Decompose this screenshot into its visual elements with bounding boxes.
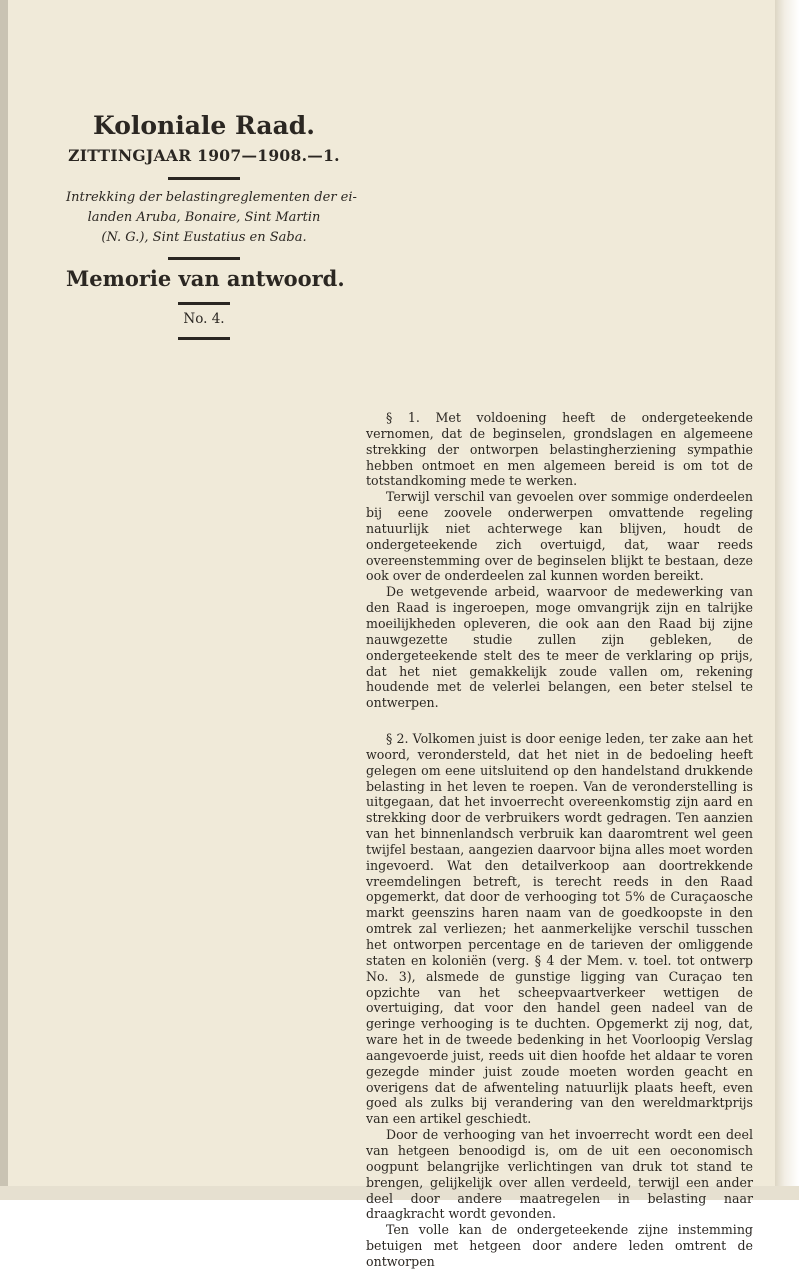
document-body xyxy=(366,410,753,1270)
document-type: Memorie van antwoord. xyxy=(66,266,345,291)
document-number: No. 4. xyxy=(183,311,225,327)
header-rule-3 xyxy=(178,302,230,305)
header-rule-4 xyxy=(178,337,230,340)
paragraph: Terwijl verschil van gevoelen over sommige onderdeelen bij eene zoovele onderwerpen omvattende regeling natuurlijk niet achterwege kan blijven, houdt de ondergeteekende zich overtuigd, dat, waar reeds overeenstemming over de beginselen blijkt te bestaan, deze ook over de onderdeelen zal kunnen worden bereikt. xyxy=(366,489,753,584)
subject-heading xyxy=(66,188,357,248)
header-rule-2 xyxy=(168,257,240,260)
scan-edge-right xyxy=(775,0,799,1200)
session-year: ZITTINGJAAR 1907—1908.—1. xyxy=(68,146,340,165)
subject-line: landen Aruba, Bonaire, Sint Martin xyxy=(87,210,321,225)
subject-line: (N. G.), Sint Eustatius en Saba. xyxy=(101,230,307,245)
paragraph: De wetgevende arbeid, waarvoor de medewerking van den Raad is ingeroepen, moge omvangrijk zijn en talrijke moeilijkheden opleveren, die ook aan den Raad bij zijne nauwgezette studie zullen zijn gebleken, de ondergeteekende stelt des te meer de verklaring op prijs, dat het niet gemakkelijk zoude vallen om, rekening houdende met de velerlei belangen, een beter stelsel te ontwerpen. xyxy=(366,584,753,711)
scan-edge-left xyxy=(0,0,8,1200)
paragraph: Ten volle kan de ondergeteekende zijne instemming betuigen met hetgeen door andere leden omtrent de ontworpen xyxy=(366,1222,753,1269)
document-header xyxy=(66,111,357,340)
header-rule-1 xyxy=(168,177,240,180)
subject-line: Intrekking der belastingreglementen der ei- xyxy=(66,190,357,205)
paragraph: § 2. Volkomen juist is door eenige leden, ter zake aan het woord, verondersteld, dat het niet in de bedoeling heeft gelegen om eene uitsluitend op den handelstand drukkende belasting in het leven te roepen. Van de veronderstelling is uitgegaan, dat het invoerrecht overeenkomstig zijn aard en strekking door de verbruikers wordt gedragen. Ten aanzien van het binnenlandsch verbruik kan daaromtrent wel geen twijfel bestaan, aangezien daarvoor bijna alles moet worden ingevoerd. Wat den detailverkoop aan doortrekkende vreemdelingen betreft, is terecht reeds in den Raad opgemerkt, dat door de verhooging tot 5% de Curaçaosche markt geenszins haren naam van de goedkoopste in den omtrek zal verliezen; het aanmerkelijke verschil tusschen het ontworpen percentage en de tarieven der omliggende staten en koloniën (verg. § 4 der Mem. v. toel. tot ontwerp No. 3), alsmede de gunstige ligging van Curaçao ten opzichte van het scheepvaartverkeer wettigen de overtuiging, dat voor den handel geen nadeel van de geringe verhooging is te duchten. Opgemerkt zij nog, dat, ware het in de tweede bedenking in het Voorloopig Verslag aangevoerde juist, reeds uit dien hoofde het aldaar te voren gezegde minder juist zoude moeten worden geacht en overigens dat de afwenteling natuurlijk plaats heeft, even goed als zulks bij verandering van den wereldmarktprijs van een artikel geschiedt. xyxy=(366,731,753,1127)
council-title: Koloniale Raad. xyxy=(93,111,315,140)
paragraph: Door de verhooging van het invoerrecht wordt een deel van hetgeen benoodigd is, om de uit een oeconomisch oogpunt belangrijke verlichtingen van druk tot stand te brengen, gelijkelijk over allen verdeeld, terwijl een ander deel door andere maatregelen in belasting naar draagkracht wordt gevonden. xyxy=(366,1127,753,1222)
paragraph: § 1. Met voldoening heeft de ondergeteekende vernomen, dat de beginselen, grondslagen en algemeene strekking der ontworpen belastingherziening sympathie hebben ontmoet en men algemeen bereid is om tot de totstandkoming mede te werken. xyxy=(366,410,753,489)
